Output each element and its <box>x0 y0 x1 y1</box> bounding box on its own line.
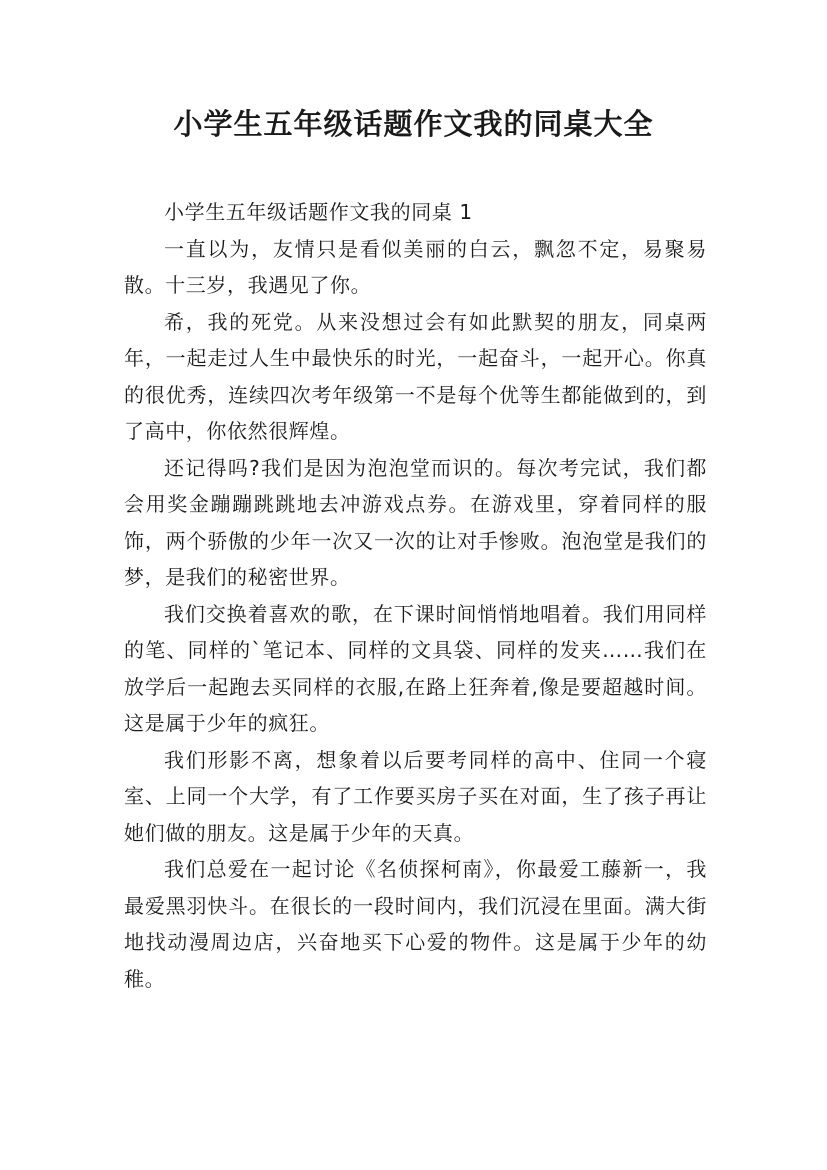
paragraph-6: 我们总爱在一起讨论《名侦探柯南》，你最爱工藤新一，我最爱黑羽快斗。在很长的一段时间内，我们沉浸在里面。满大街地找动漫周边店，兴奋地买下心爱的物件。这是属于少年的幼稚。 <box>124 857 707 991</box>
document-body <box>124 194 707 997</box>
paragraph-2: 希，我的死党。从来没想过会有如此默契的朋友，同桌两年，一起走过人生中最快乐的时光，一起奋斗，一起开心。你真的很优秀，连续四次考年级第一不是每个优等生都能做到的，到了高中，你依然很辉煌。 <box>124 309 707 443</box>
document-title: 小学生五年级话题作文我的同桌大全 <box>173 107 654 141</box>
paragraph-1: 一直以为，友情只是看似美丽的白云，飘忽不定，易聚易散。十三岁，我遇见了你。 <box>124 236 707 297</box>
paragraph-4: 我们交换着喜欢的歌，在下课时间悄悄地唱着。我们用同样的笔、同样的`笔记本、同样的文具袋、同样的发夹……我们在放学后一起跑去买同样的衣服,在路上狂奔着,像是要超越时间。这是属于少年的疯狂。 <box>124 601 707 735</box>
paragraph-5: 我们形影不离，想象着以后要考同样的高中、住同一个寝室、上同一个大学，有了工作要买房子买在对面，生了孩子再让她们做的朋友。这是属于少年的天真。 <box>124 747 707 845</box>
section-heading: 小学生五年级话题作文我的同桌 1 <box>164 200 473 224</box>
paragraph-3: 还记得吗?我们是因为泡泡堂而识的。每次考完试，我们都会用奖金蹦蹦跳跳地去冲游戏点券。在游戏里，穿着同样的服饰，两个骄傲的少年一次又一次的让对手惨败。泡泡堂是我们的梦，是我们的秘密世界。 <box>124 455 707 589</box>
